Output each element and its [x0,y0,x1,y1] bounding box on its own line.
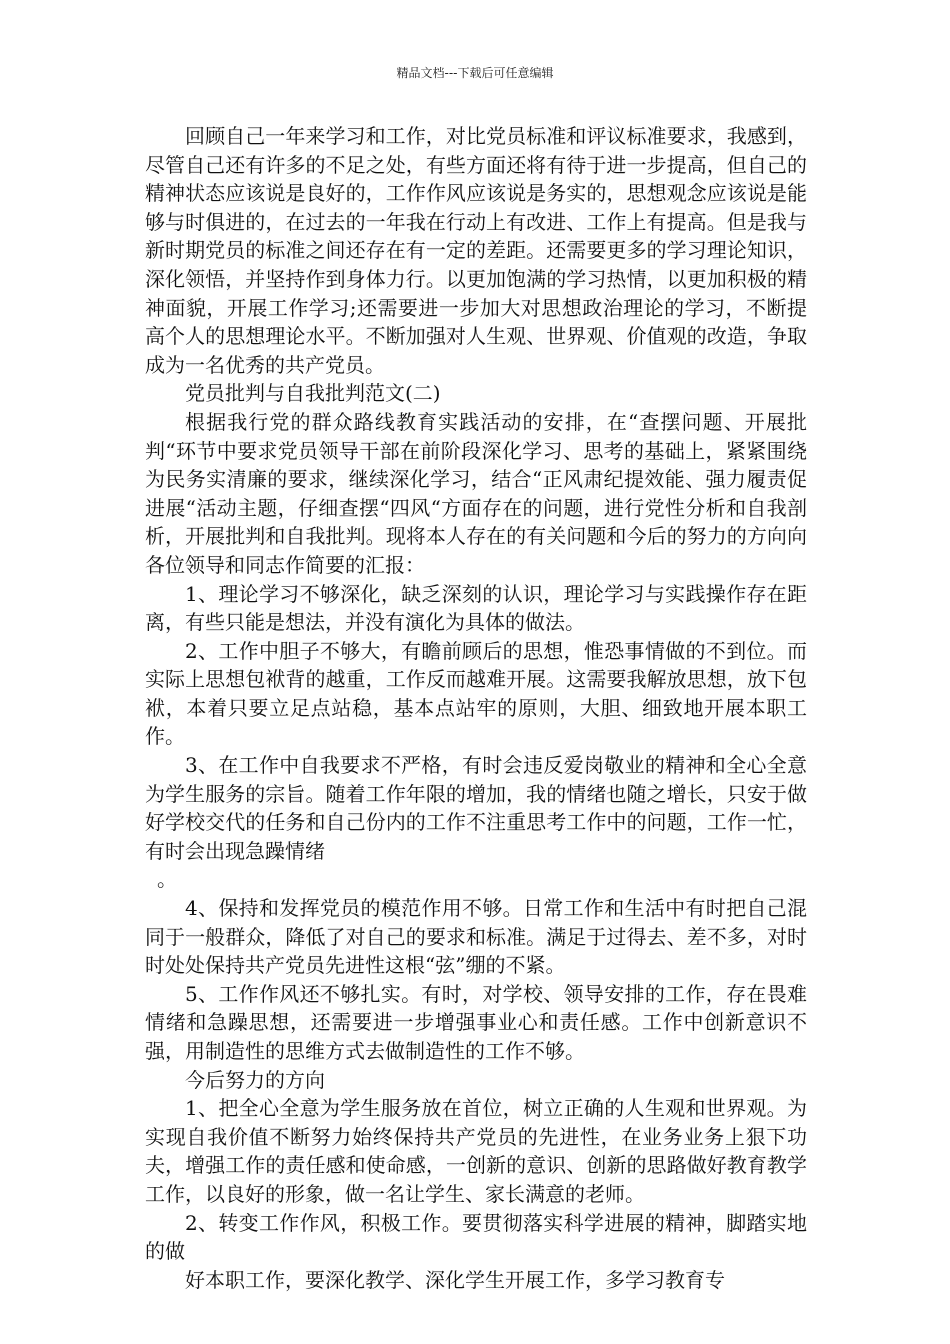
problem-item-4: 4、保持和发挥党员的模范作用不够。日常工作和生活中有时把自己混同于一般群众，降低了对自己的要求和标准。满足于过得去、差不多，对时时处处保持共产党员先进性这根“弦”绷的不紧。 [145,896,807,978]
paragraph-intro: 根据我行党的群众路线教育实践活动的安排，在“查摆问题、开展批判“环节中要求党员领导干部在前阶段深化学习、思考的基础上，紧紧围绕为民务实清廉的要求，继续深化学习，结合“正风肃纪提效能、强力履责促进展“活动主题，仔细查摆“四风“方面存在的问题，进行党性分析和自我剖析，开展批判和自我批判。现将本人存在的有关问题和今后的努力的方向向各位领导和同志作简要的汇报： [145,409,807,577]
problem-item-3: 3、在工作中自我要求不严格，有时会违反爱岗敬业的精神和全心全意为学生服务的宗旨。随着工作年限的增加，我的情绪也随之增长，只安于做好学校交代的任务和自己份内的工作不注重思考工作中的问题，工作一忙，有时会出现急躁情绪 [145,753,807,863]
section-title-criticism: 党员批判与自我批判范文(二) [185,381,441,406]
problem-item-2: 2、工作中胆子不够大，有瞻前顾后的思想，惟恐事情做的不到位。而实际上思想包袱背的越重，工作反而越难开展。这需要我解放思想，放下包袱，本着只要立足点站稳，基本点站牢的原则，大胆、细致地开展本职工作。 [145,638,807,749]
direction-item-2-continued: 好本职工作，要深化教学、深化学生开展工作，多学习教育专 [185,1267,725,1292]
direction-item-1: 1、把全心全意为学生服务放在首位，树立正确的人生观和世界观。为实现自我价值不断努力始终保持共产党员的先进性，在业务业务上狠下功夫，增强工作的责任感和使命感，一创新的意识、创新的思路做好教育教学工作，以良好的形象，做一名让学生、家长满意的老师。 [145,1096,807,1206]
problem-item-1: 1、理论学习不够深化，缺乏深刻的认识，理论学习与实践操作存在距离，有些只能是想法，并没有演化为具体的做法。 [145,581,807,635]
problem-item-5: 5、工作作风还不够扎实。有时，对学校、领导安排的工作，存在畏难情绪和急躁思想，还需要进一步增强事业心和责任感。工作中创新意识不强，用制造性的思维方式去做制造性的工作不够。 [145,981,807,1063]
stray-period: 。 [157,867,177,892]
document-body [145,122,807,1294]
page-header: 精品文档---下载后可任意编辑 [396,66,554,80]
direction-item-2: 2、转变工作作风，积极工作。要贯彻落实科学进展的精神，脚踏实地的做 [145,1210,807,1264]
section-title-direction: 今后努力的方向 [185,1067,325,1092]
paragraph-review: 回顾自己一年来学习和工作，对比党员标准和评议标准要求，我感到，尽管自己还有许多的不足之处，有些方面还将有待于进一步提高，但自己的精神状态应该说是良好的，工作作风应该说是务实的，思想观念应该说是能够与时俱进的，在过去的一年我在行动上有改进、工作上有提高。但是我与新时期党员的标准之间还存在有一定的差距。还需要更多的学习理论知识，深化领悟，并坚持作到身体力行。以更加饱满的学习热情，以更加积极的精神面貌，开展工作学习;还需要进一步加大对思想政治理论的学习，不断提高个人的思想理论水平。不断加强对人生观、世界观、价值观的改造，争取成为一名优秀的共产党员。 [145,124,807,377]
